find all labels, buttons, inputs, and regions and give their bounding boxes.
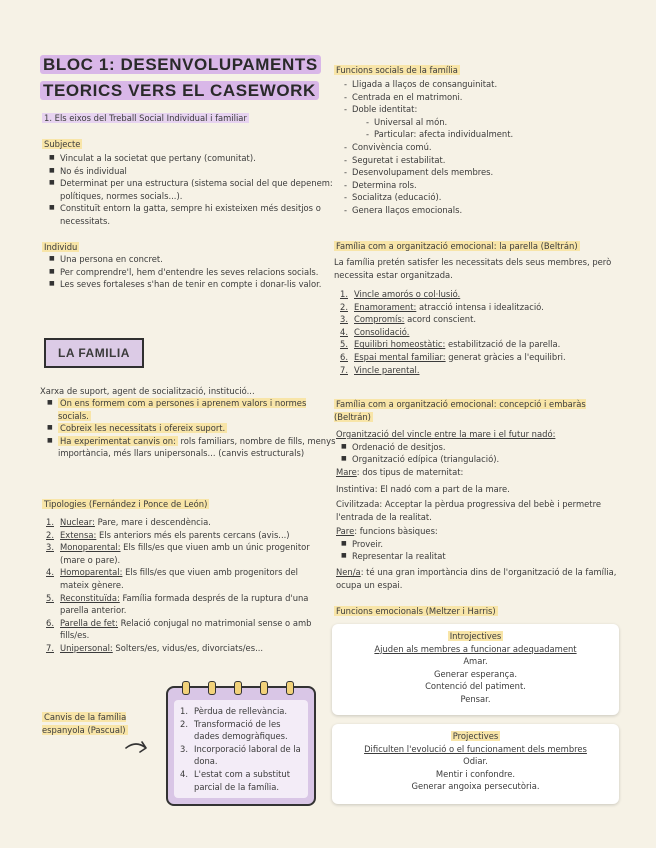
list-item: 2. Enamorament: atracció intensa i idealització. [340,301,544,312]
nena-line: Nen/a: té una gran importància dins de l'organització de la família, ocupa un espai. [336,566,617,590]
introjectives-title: Introjectives [449,631,502,641]
funcions-sublist [338,116,628,141]
list-item: 6. Espai mental familiar: generat gràcies a l'equilibri. [340,351,566,362]
list-item: ■ No és individual [60,165,342,178]
organitzacio-list [336,441,622,466]
organitzacio-label: Organització del vincle entre la mare i el futur nadó: [336,429,556,439]
concepcio-block [336,428,622,591]
familia-label: LA FAMILIA [44,338,144,368]
familia-list [40,397,340,460]
list-item: Generar esperança. [433,668,518,679]
individu-heading: Individu [44,242,78,252]
notebook-ring [182,681,190,695]
individu-list [42,253,340,291]
parella-list [340,288,626,376]
mare-line: Mare: dos tipus de maternitat: [336,466,464,477]
subjecte-list [42,152,342,228]
list-item: - Socialitza (educació). [352,191,628,204]
subjecte-heading: Subjecte [44,139,81,149]
list-item: ■ On ens formem com a persones i aprenem valors i normes socials. [58,397,340,422]
list-item: 5. Reconstituïda: Família formada després de la ruptura d'una parella anterior. [46,592,309,616]
list-item: 3. Compromís: acord conscient. [340,314,477,325]
introjectives-card [332,624,619,715]
title-line-2: TEORICS VERS EL CASEWORK [40,81,319,100]
concepcio-heading: Família com a organització emocional: concepció i embaràs (Beltrán) [334,399,586,422]
pare-list [336,538,622,563]
canvis-label: Canvis de la família espanyola (Pascual) [42,712,127,735]
list-item: - Genera llaços emocionals. [352,204,628,217]
list-item: ■ Representar la realitat [352,550,622,563]
list-item: 2. Transformació de les dades demogràfiques. [180,718,288,742]
list-item: ■ Les seves fortaleses s'han de tenir en compte i donar-lis valor. [60,278,340,291]
list-item: - Particular: afecta individualment. [374,128,628,141]
arrow-right-icon [124,736,158,760]
list-item: ■ Una persona en concret. [60,253,340,266]
funcions-heading: Funcions socials de la família [336,65,458,75]
list-item: ■ Ordenació de desitjos. [352,441,622,454]
projectives-subtitle: Dificulten l'evolució o el funcionament dels membres [364,743,587,754]
notebook-ring [234,681,242,695]
funcions-list [338,78,628,116]
list-item: 6. Parella de fet: Relació conjugal no matrimonial sense o amb fills/es. [46,617,312,641]
list-item: Odiar. [463,756,488,767]
list-item: ■ Proveir. [352,538,622,551]
list-item: 3. Incorporació laboral de la dona. [180,743,301,767]
list-item: ■ Cobreix les necessitats i ofereix suport. [58,422,340,435]
notebook-ring [208,681,216,695]
list-item: 3. Monoparental: Els fills/es que viuen amb un únic progenitor (mare o pare). [46,542,310,565]
list-item: 4. Consolidació. [340,326,410,337]
list-item: ■ Per comprendre'l, hem d'entendre les seves relacions socials. [60,266,340,279]
list-item: ■ Organització edípica (triangulació). [352,453,622,466]
tipologies-list [46,516,322,655]
parella-intro: La família pretén satisfer les necessitats dels seus membres, però necessita estar organitzada. [334,257,612,280]
parella-heading: Família com a organització emocional: la parella (Beltrán) [336,241,578,251]
familia-intro: Xarxa de suport, agent de socialització, institució... [40,386,255,396]
list-item: Amar. [463,656,488,667]
list-item: 1. Pèrdua de rellevància. [180,706,288,716]
list-item: 1. Nuclear: Pare, mare i descendència. [46,517,211,527]
list-item: 7. Unipersonal: Solters/es, vidus/es, divorciats/es... [46,642,264,653]
list-item: Pensar. [460,693,491,704]
list-item: 7. Vincle parental. [340,364,420,375]
canvis-list [180,705,302,793]
list-item: - Seguretat i estabilitat. [352,154,628,167]
list-item: - Determina rols. [352,179,628,192]
notebook-ring [260,681,268,695]
list-item: Mentir i confondre. [435,768,516,779]
list-item: 4. L'estat com a substitut parcial de la família. [180,768,291,792]
list-item: - Desenvolupament dels membres. [352,166,628,179]
canvis-notebook [166,686,316,806]
section-heading-eixos: 1. Els eixos del Treball Social Individual i familiar [44,113,247,123]
notebook-ring [286,681,294,695]
list-item: Contenció del patiment. [425,681,526,692]
list-item: 4. Homoparental: Els fills/es que viuen amb progenitors del mateix gènere. [46,567,298,590]
list-item: - Doble identitat: [352,103,628,116]
page-title [40,53,321,103]
pare-line: Pare: funcions bàsiques: [336,526,438,537]
projectives-title: Projectives [452,731,499,741]
list-item: - Lligada a llaços de consanguinitat. [352,78,628,91]
projectives-card [332,724,619,804]
title-line-1: BLOC 1: DESENVOLUPAMENTS [40,55,321,74]
list-item: ■ Constituït entorn la gatta, sempre hi existeixen més desitjos o necessitats. [60,202,342,227]
list-item: - Centrada en el matrimoni. [352,91,628,104]
civilitzada-line: Civilitzada: Acceptar la pèrdua progressiva del bebè i permetre l'entrada de la realitat. [336,498,601,522]
funcions-list-2 [338,141,628,217]
emocionals-heading: Funcions emocionals (Meltzer i Harris) [336,606,496,616]
list-item: ■ Vinculat a la societat que pertany (comunitat). [60,152,342,165]
list-item: Generar angoixa persecutòria. [411,781,540,792]
list-item: ■ Ha experimentat canvis on: rols familiars, nombre de fills, menys importància, més llars unipersonals... (canvis estructurals) [58,435,340,460]
list-item: 5. Equilibri homeostàtic: estabilització de la parella. [340,339,561,350]
list-item: - Convivència comú. [352,141,628,154]
tipologies-heading: Tipologies (Fernández i Ponce de León) [44,499,208,509]
list-item: 1. Vincle amorós o col·lusió. [340,289,461,299]
funcions-block [338,78,628,217]
list-item: 2. Extensa: Els anteriors més els parents cercans (avis...) [46,529,290,540]
introjectives-subtitle: Ajuden als membres a funcionar adequadament [374,643,577,654]
list-item: ■ Determinat per una estructura (sistema social del que depenem: polítiques, normes socials...). [60,177,342,202]
list-item: - Universal al món. [374,116,628,129]
instintiva-line: Instintiva: El nadó com a part de la mare. [336,484,510,495]
notebook-page [174,700,308,798]
